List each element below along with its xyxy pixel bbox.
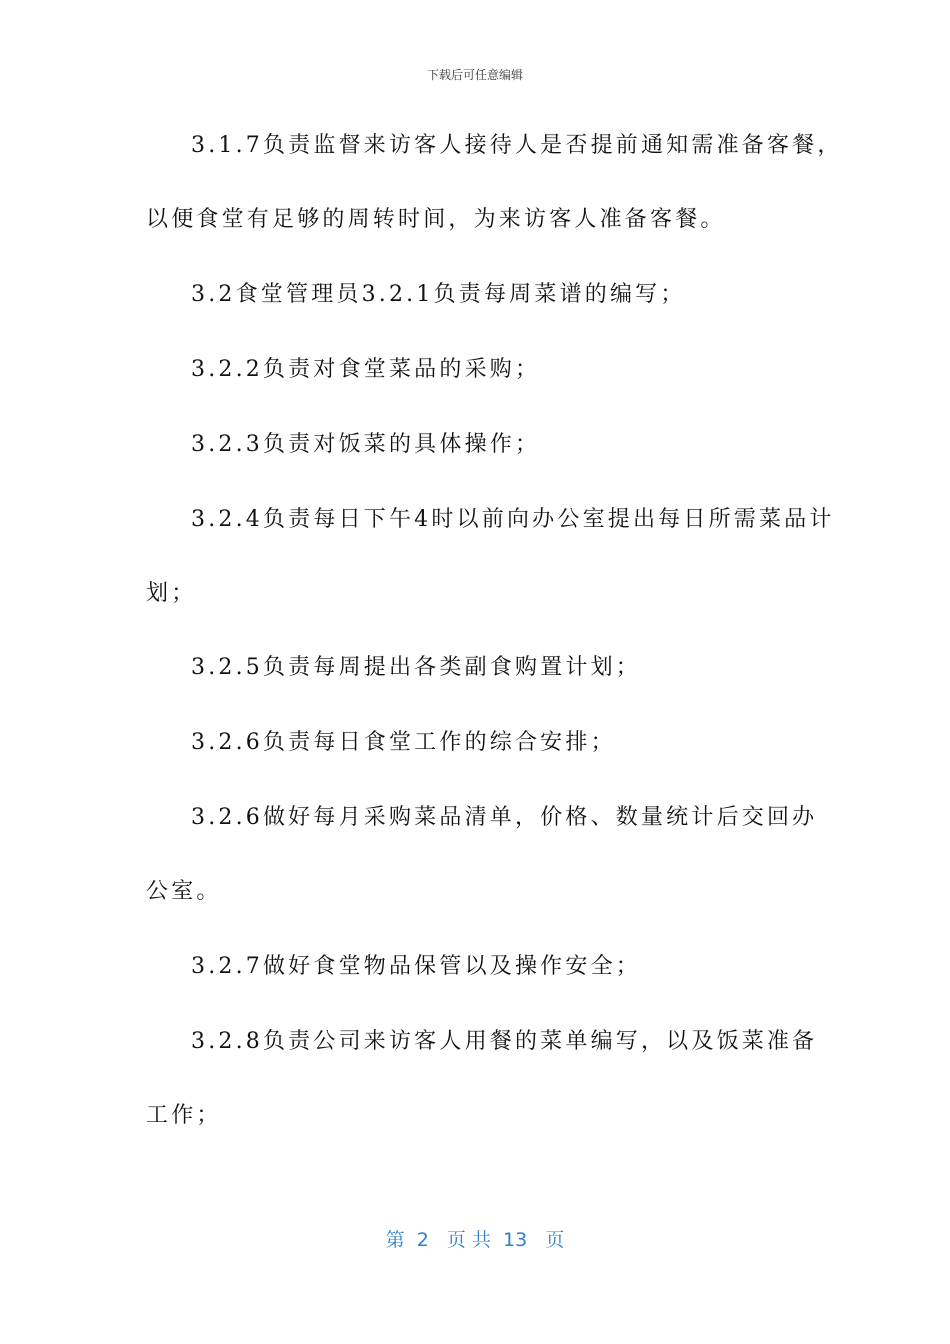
- text-line: 3.2.2负责对食堂菜品的采购；: [191, 357, 541, 382]
- text-line: 划；: [146, 581, 197, 606]
- text-line: 以便食堂有足够的周转时间，为来访客人准备客餐。: [146, 207, 726, 232]
- text-line: 3.2食堂管理员3.2.1负责每周菜谱的编写；: [191, 282, 686, 307]
- text-line: 3.2.4负责每日下午4时以前向办公室提出每日所需菜品计: [191, 507, 835, 532]
- text-line: 3.2.8负责公司来访客人用餐的菜单编写，以及饭菜准备: [191, 1029, 818, 1054]
- text-line: 公室。: [146, 879, 222, 904]
- text-line: 工作；: [146, 1103, 222, 1128]
- page-number-footer: 第 2 页 共 13 页: [385, 1229, 565, 1251]
- text-line: 3.2.6负责每日食堂工作的综合安排；: [191, 730, 616, 755]
- text-line: 3.2.6做好每月采购菜品清单，价格、数量统计后交回办: [191, 805, 818, 830]
- text-line: 3.2.3负责对饭菜的具体操作；: [191, 432, 541, 457]
- text-line: 3.2.5负责每周提出各类副食购置计划；: [191, 655, 641, 680]
- text-line: 3.2.7做好食堂物品保管以及操作安全；: [191, 954, 641, 979]
- page-header-note: 下载后可任意编辑: [426, 68, 523, 82]
- text-line: 3.1.7负责监督来访客人接待人是否提前通知需准备客餐，: [191, 133, 843, 158]
